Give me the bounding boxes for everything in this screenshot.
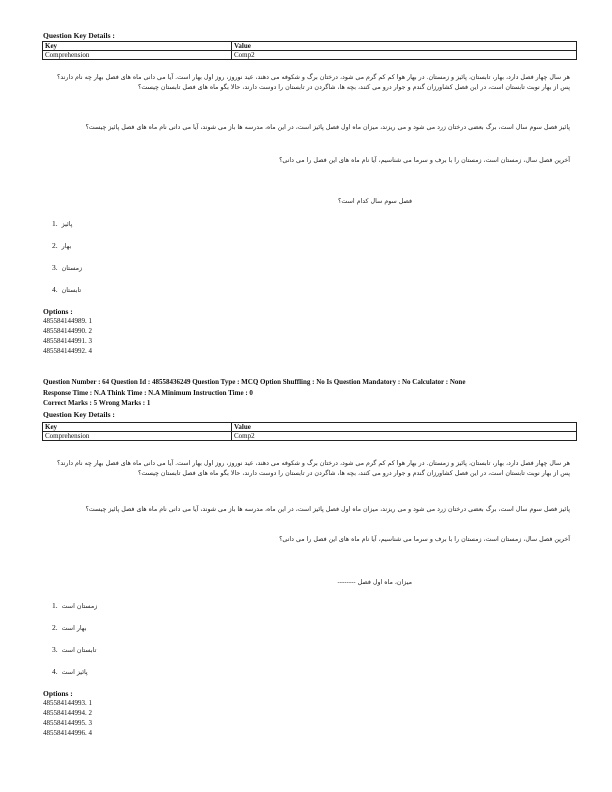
answer-option: 4. پائیز است (52, 667, 88, 676)
answer-option: 1. زمستان است (52, 601, 98, 610)
value-cell: Comp2 (232, 432, 577, 441)
question-meta-line: Correct Marks : 5 Wrong Marks : 1 (43, 399, 151, 407)
option-id: 485584144990. 2 (43, 327, 92, 335)
answer-option: 3. زمستان (52, 263, 83, 272)
option-id: 485584144991. 3 (43, 337, 92, 345)
passage-paragraph: پائیز فصل سوم سال است، برگ بعضی درختان زرد می شود و می ریزند، میزان ماه اول فصل پائیز است، در این ماه، مدرسه ها باز می شوند، آیا می دانی نام ماه های فصل پائیز چیست؟ (85, 124, 570, 131)
options-label: Options : (43, 307, 73, 316)
passage-paragraph: هر سال چهار فصل دارد، بهار، تابستان، پائیز و زمستان. در بهار هوا کم کم گرم می شود، درختان برگ و شکوفه می دهند، عید نوروز، روز اول بهار است. آیا می دانی ماه های فصل بهار چه نام دارند؟ پس از بهار نوبت تابستان است، در این فصل کشاورزان گندم و جوار درو می کنند، بچه ها، شاگردن در تابستان را دوست دارند، حالا بگو ماه های فصل تابستان چیست؟ (57, 74, 570, 91)
passage-paragraph: آخرین فصل سال، زمستان است، زمستان را با برف و سرما می شناسیم، آیا نام ماه های این فصل را می دانی؟ (279, 536, 570, 543)
answer-option: 3. تابستان است (52, 645, 97, 654)
option-id: 485584144996. 4 (43, 729, 92, 737)
option-id: 485584144992. 4 (43, 347, 92, 355)
option-id: 485584144989. 1 (43, 317, 92, 325)
question-stem: میزان، ماه اول فصل -------- (337, 579, 412, 586)
passage-paragraph: پائیز فصل سوم سال است، برگ بعضی درختان زرد می شود و می ریزند، میزان ماه اول فصل پائیز است، در این ماه، مدرسه ها باز می شوند، آیا می دانی نام ماه های فصل پائیز چیست؟ (85, 506, 570, 513)
value-cell: Comp2 (232, 51, 577, 60)
value-header: Value (232, 423, 577, 432)
answer-option: 1. پائیز (52, 219, 73, 228)
option-id: 485584144994. 2 (43, 709, 92, 717)
answer-option: 2. بهار (52, 241, 72, 250)
passage-paragraph: آخرین فصل سال، زمستان است، زمستان را با برف و سرما می شناسیم، آیا نام ماه های این فصل را می دانی؟ (279, 157, 570, 164)
passage-paragraph: هر سال چهار فصل دارد، بهار، تابستان، پائیز و زمستان. در بهار هوا کم کم گرم می شود، درختان برگ و شکوفه می دهند، عید نوروز، روز اول بهار است. آیا می دانی ماه های فصل بهار چه نام دارند؟ پس از بهار نوبت تابستان است، در این فصل کشاورزان گندم و جوار درو می کنند، بچه ها، شاگردن در تابستان را دوست دارند، حالا بگو ماه های فصل تابستان چیست؟ (57, 460, 570, 477)
option-id: 485584144995. 3 (43, 719, 92, 727)
options-label: Options : (43, 689, 73, 698)
question-key-table (42, 41, 577, 60)
question-meta-line: Question Number : 64 Question Id : 48558436249 Question Type : MCQ Option Shuffling : No Is Question Mandatory : No Calculator : None (43, 378, 466, 386)
key-cell: Comprehension (43, 51, 232, 60)
answer-option: 4. تابستان (52, 285, 82, 294)
answer-option: 2. بهار است (52, 623, 87, 632)
question-stem: فصل سوم سال کدام است؟ (338, 198, 412, 205)
option-id: 485584144993. 1 (43, 699, 92, 707)
key-header: Key (43, 423, 232, 432)
key-cell: Comprehension (43, 432, 232, 441)
value-header: Value (232, 42, 577, 51)
key-header: Key (43, 42, 232, 51)
question-key-table (42, 422, 577, 441)
question-key-details-label: Question Key Details : (43, 31, 115, 40)
question-meta-line: Response Time : N.A Think Time : N.A Minimum Instruction Time : 0 (43, 389, 253, 397)
question-key-details-label: Question Key Details : (43, 410, 115, 419)
